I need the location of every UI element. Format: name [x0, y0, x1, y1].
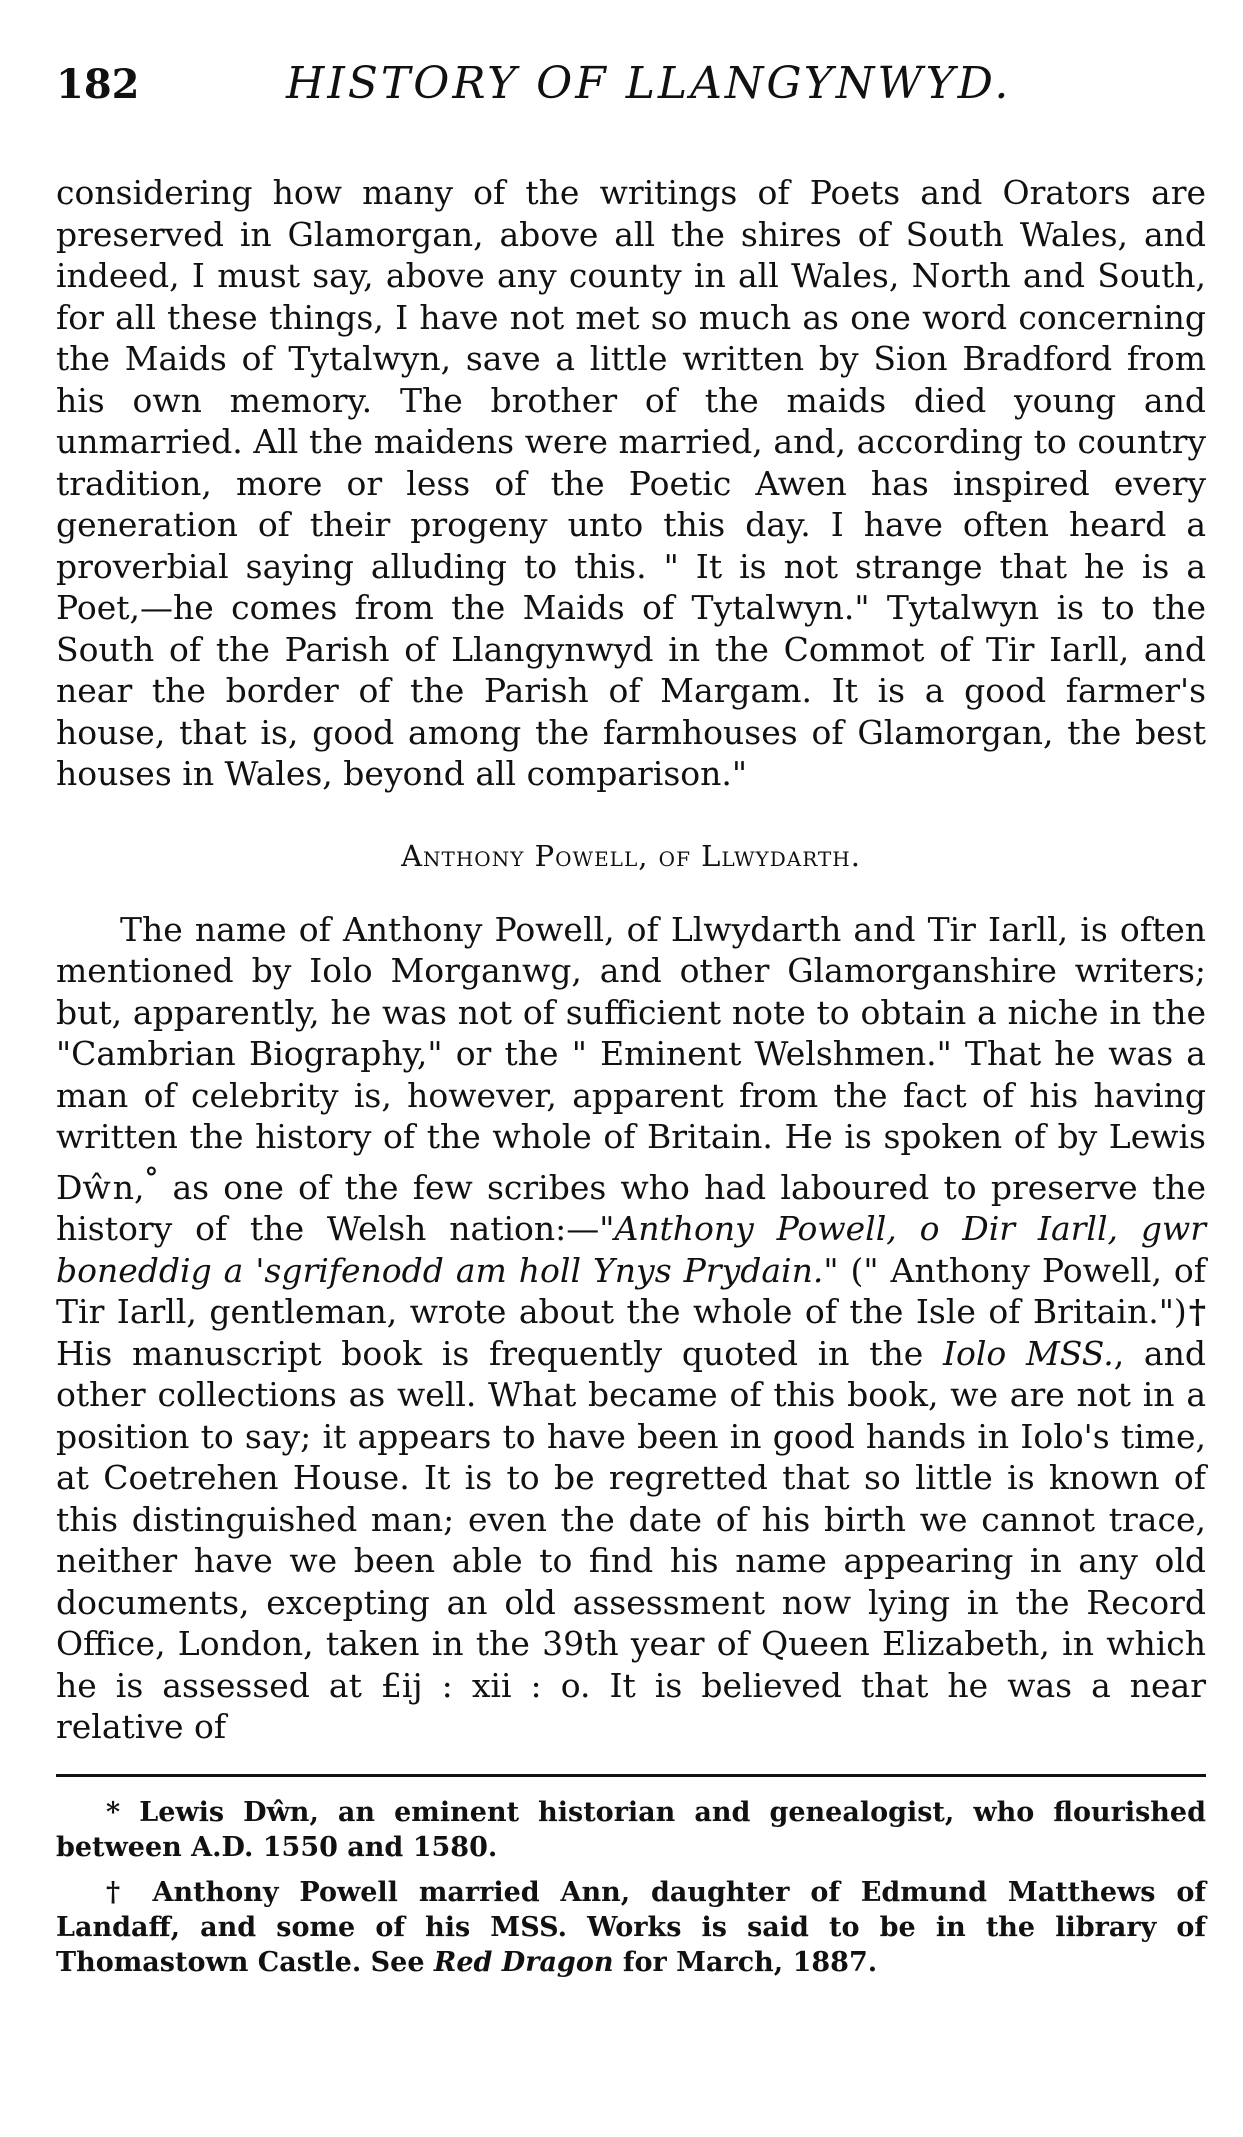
paragraph-anthony-powell: [56, 909, 1206, 1748]
footnote-text: for March, 1887.: [613, 1946, 878, 1978]
paragraph-text: , and other collections as well. What became of this book, we are not in a position to say; it appears to have been in good hands in Iolo's time, at Coetrehen House. It is to be regretted that so little is known of this distinguished man; even the date of his birth we cannot trace, neither have we been able to find his name appearing in any old documents, excepting an old assessment now lying in the Record Office, London, taken in the 39th year of Queen Elizabeth, in which he is assessed at £ij : xii : o. It is believed that he was a near relative of: [56, 1333, 1206, 1746]
running-title: HISTORY OF LLANGYNWYD.: [286, 58, 1012, 109]
footnote-italic-title: Red Dragon: [433, 1946, 614, 1978]
paragraph-maids-of-tytalwyn: considering how many of the writings of Poets and Orators are preserved in Glamorgan, above all the shires of South Wales, and indeed, I must say, above any county in all Wales, North and South, for all these things, I have not met so much as one word concerning the Maids of Tytalwyn, save a little written by Sion Bradford from his own memory. The brother of the maids died young and unmarried. All the maidens were married, and, according to country tradition, more or less of the Poetic Awen has inspired every generation of their progeny unto this day. I have often heard a proverbial saying alluding to this. " It is not strange that he is a Poet,—he comes from the Maids of Tytalwyn." Tytalwyn is to the South of the Parish of Llangynwyd in the Commot of Tir Iarll, and near the border of the Parish of Margam. It is a good farmer's house, that is, good among the farmhouses of Glamorgan, the best houses in Wales, beyond all comparison.": [56, 173, 1206, 793]
iolo-mss-title: Iolo MSS.: [942, 1333, 1114, 1373]
footnote-reference: °: [144, 1161, 159, 1194]
footnote-mark: *: [106, 1796, 121, 1828]
section-heading: Anthony Powell, of Llwydarth.: [401, 838, 861, 873]
book-page: [56, 58, 1206, 1990]
welsh-quotation: Anthony Powell, o Dir Iarll, gwr boneddig a 'sgrifenodd am holl Ynys Prydain.: [56, 1209, 1206, 1290]
footnote-1: [56, 1795, 1206, 1865]
page-number: 182: [56, 61, 140, 108]
footnote-2: [56, 1875, 1206, 1980]
paragraph-text: as one of the few scribes who had laboured to preserve the history of the Welsh nation:—": [56, 1167, 1206, 1248]
paragraph-text: The name of Anthony Powell, of Llwydarth and Tir Iarll, is often mentioned by Iolo Morganwg, and other Glamorganshire writers; but, apparently, he was not of sufficient note to obtain a niche in the "Cambrian Biography," or the " Eminent Welshmen." That he was a man of celebrity is, however, apparent from the fact of his having written the history of the whole of Britain. He is spoken of by Lewis Dŵn,: [56, 909, 1206, 1207]
footnote-divider: [56, 1774, 1206, 1777]
footnote-text: Anthony Powell married Ann, daughter of Edmund Matthews of Landaff, and some of his MSS. Works is said to be in the library of Thomastown Castle. See: [56, 1876, 1206, 1978]
paragraph-text: " (" Anthony Powell, of Tir Iarll, gentleman, wrote about the whole of the Isle of Britain."): [56, 1250, 1207, 1331]
footnote-reference: †: [1186, 1292, 1206, 1331]
page-header: [56, 58, 1206, 128]
footnote-text: Lewis Dŵn, an eminent historian and genealogist, who flourished between A.D. 1550 and 1580.: [56, 1796, 1206, 1863]
footnote-mark: †: [106, 1876, 132, 1908]
paragraph-text: His manuscript book is frequently quoted in the: [56, 1333, 943, 1373]
